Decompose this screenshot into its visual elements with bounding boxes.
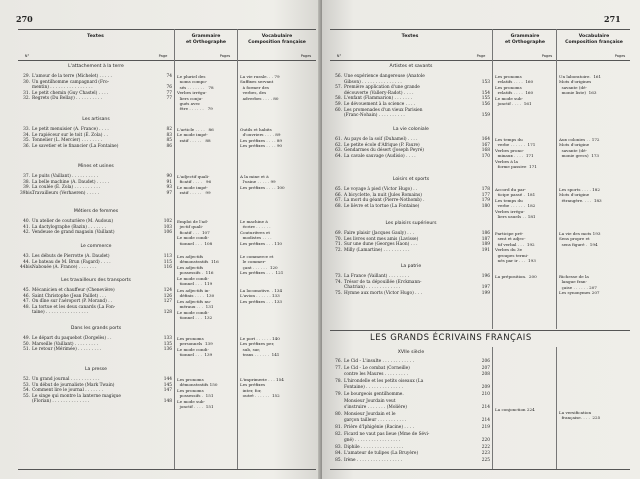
row-page: 159 xyxy=(481,113,490,119)
vocab-cell: L'imprimerie . . . 154 Les préfixes inter, for, outré . . . . . . 152 xyxy=(240,377,284,399)
row-title: contre les Maures . . . . . . . . . xyxy=(344,372,409,378)
row-title: Le bourgeois gentilhomme. xyxy=(344,392,404,397)
row-page: 154 xyxy=(481,90,490,96)
row-page: 148 xyxy=(163,399,172,405)
row-number: 58. xyxy=(335,96,342,102)
row-page: 145 xyxy=(163,382,172,388)
row-title: Le voyage à pied (Victor Hugo) . . xyxy=(344,187,418,192)
toc-row xyxy=(332,385,490,391)
row-title: Le singe qui montre la lanterne magique xyxy=(32,393,121,399)
row-number: 66. xyxy=(335,192,342,198)
row-title: garçon tailleur . . . . . . . . . . . xyxy=(344,418,407,424)
row-title: Le départ du paquebot (Dorgelès) . . xyxy=(32,336,112,341)
grammar-cell: La conjonction 224 xyxy=(495,407,535,412)
col-no: N° xyxy=(336,54,342,58)
toc-row xyxy=(332,399,490,405)
row-title: Faire plaisir (Jacques Gauly) . . . xyxy=(344,231,415,236)
row-number: 72. xyxy=(335,247,342,253)
row-number: 81. xyxy=(335,425,342,430)
row-page: 219 xyxy=(481,425,490,430)
row-title: Nabouée (A. France) . . . . . . . xyxy=(32,265,97,271)
toc-row xyxy=(332,432,490,438)
vocab-cell: Le commerce et le commer- çant . . . . . . 120 Les préfixes . . . 121 xyxy=(240,254,284,276)
row-page: 214 xyxy=(481,418,490,424)
toc-row xyxy=(332,438,490,444)
toc-row xyxy=(332,458,490,464)
row-title: Milly (Lamartine) . . . . . . . . . . xyxy=(344,247,410,253)
vocab-cell: La vie des mots 193 Sens propre et sens figuré . 194 xyxy=(559,231,601,247)
row-title: Saint Christophe (Jean Paillet) . . . xyxy=(32,293,107,299)
vocab-cell: La vie rurale. . . 79 Suffixes servant à former des verbes, des adverbes . . . . 80 xyxy=(240,74,280,101)
row-title: Le petit menuisier (A. France) . . . . xyxy=(32,127,109,132)
row-title: Le rapiéceur sur le toit (É. Zola) . . xyxy=(32,132,108,138)
col-page: Page xyxy=(158,54,168,58)
row-number: 60. xyxy=(335,107,342,113)
row-title: Trésor de ta dépouillée (Erckmann- xyxy=(344,279,422,285)
toc-row xyxy=(332,113,490,119)
section-title: Le commerce xyxy=(80,244,112,249)
row-title: Hymne aux morts (Victor Hugo) . . . xyxy=(344,290,422,296)
row-number: 57. xyxy=(335,85,342,91)
row-title: Marseille (Vaillant) . . . . . . . . . xyxy=(32,341,99,347)
col-header-grammar: Grammaire et Orthographe xyxy=(185,34,227,45)
row-title: Une expérience dangereuse (Anatole xyxy=(344,74,425,79)
row-title: Diphile . . . . . . . . . . . . . . . . xyxy=(344,444,404,450)
row-page: 147 xyxy=(163,388,172,394)
row-number: 69. xyxy=(335,231,342,236)
row-page: 93 xyxy=(166,185,172,191)
col-pages: Pages xyxy=(541,54,553,58)
row-title: (Franc-Nohain) . . . . . . . . . . xyxy=(344,113,405,119)
row-title: Les débuts de Pierrotte (A. Daudet) xyxy=(32,254,110,259)
row-number: 47. xyxy=(23,299,30,305)
row-number: 71. xyxy=(335,242,342,248)
grammar-cell: L'article . . . . 86 Le mode impé- ratif . . . . . 88 xyxy=(177,127,214,143)
toc-row xyxy=(332,154,490,160)
row-number: 76. xyxy=(335,359,342,364)
row-number: 75. xyxy=(335,290,342,296)
right-page xyxy=(322,0,640,479)
row-page: 222 xyxy=(481,444,490,450)
toc-row xyxy=(332,204,490,210)
toc-row xyxy=(332,372,490,378)
column-rule xyxy=(556,29,557,329)
row-title: Comment lire le journal . . . . . . . xyxy=(32,388,103,394)
row-title: Un atelier de couturière (M. Audoux) xyxy=(32,219,114,224)
row-title: (Florian) . . . . . . . . . . . . . . xyxy=(32,399,90,405)
grammar-cell: Les pronoms personnels 139 Le mode condi- tionnel . . . 139 xyxy=(177,336,213,358)
row-number: 67. xyxy=(335,198,342,204)
row-page: 83 xyxy=(166,132,172,138)
row-number: 53. xyxy=(23,382,30,388)
toc-row xyxy=(332,291,490,297)
row-title: Le puits (Vaillant) . . . . . . . . . . xyxy=(32,174,99,179)
row-number: 68. xyxy=(335,203,342,209)
row-number: 82. xyxy=(335,431,342,437)
row-title: Gibson) . . . . . . . . . . . . . . . xyxy=(344,79,402,85)
col-page: Page xyxy=(476,54,486,58)
row-title: Au pays de la soif (Duhamel) . . . . xyxy=(344,137,418,142)
row-page: 86 xyxy=(166,143,172,149)
grammar-cell: La préposition. 200 xyxy=(495,274,537,279)
row-number: 48. xyxy=(23,304,30,310)
row-number: 55. xyxy=(23,393,30,399)
row-title: Travailleurs (Verhaeren) . . . . . xyxy=(32,190,100,196)
row-number: 46. xyxy=(23,293,30,299)
section-title: Métiers de femmes xyxy=(73,209,119,214)
row-title: L'amour de la terre (Michelet) . . . . . xyxy=(32,74,112,79)
toc-row xyxy=(332,359,490,365)
toc-row xyxy=(20,265,172,271)
row-page: 178 xyxy=(481,187,490,192)
col-header-vocab: Vocabulaire Composition française xyxy=(565,34,623,45)
row-number: 77. xyxy=(335,365,342,371)
toc-row xyxy=(20,310,172,316)
vocab-cell: Le machine à écrire . . . . . . Couturières et modistes . . . . Les préfixes . . . 110 xyxy=(240,219,283,246)
row-page: 168 xyxy=(481,148,490,154)
row-page: 206 xyxy=(481,359,490,364)
row-page: 103 xyxy=(163,224,172,230)
row-page: 156 xyxy=(481,102,490,107)
toc-row xyxy=(332,412,490,418)
vocab-cell: La versification française. . . . 225 xyxy=(559,410,601,421)
row-number: 78. xyxy=(335,378,342,384)
column-rule xyxy=(492,347,493,469)
row-title: Un gentilhomme campagnard (Fro- xyxy=(32,79,110,85)
row-title: Le savetier et le financier (La Fontaine) xyxy=(32,143,119,149)
toc-row xyxy=(332,392,490,398)
row-title: Le dévouement à la science . . . . xyxy=(344,102,416,107)
grammar-cell: Les pronoms relatifs . . . . 160 Les pronoms relatifs . . . . 160 Le mode sub- jonctif . . . . 161 xyxy=(495,74,534,107)
vocab-cell: Aux colonies . . 172 Mots d'origine savante (dé- monie grecs) 173 xyxy=(559,137,600,159)
column-rule xyxy=(237,29,238,469)
toc-row xyxy=(20,347,172,353)
row-title: Le Cid - Le combat (Corneille) xyxy=(344,365,410,371)
row-page: 91 xyxy=(166,179,172,185)
row-page: 214 xyxy=(481,405,490,411)
section-title: XVIIe siècle xyxy=(397,350,425,355)
row-page: 186 xyxy=(481,231,490,236)
grammar-cell: Les pronoms démonstratifs 150 Les pronoms possessifs . 151 Le mode sub- jonctif . . . . 151 xyxy=(177,377,218,410)
row-title: Le retour (Mérimée) . . . . . . . . . xyxy=(32,347,102,353)
row-number: 35. xyxy=(23,138,30,144)
row-title: Le petit chemin (Guy Chastel) . . . . xyxy=(32,90,109,96)
row-title: L'amateur de tulipes (La Bruyère) xyxy=(344,451,419,457)
col-pages: Pages xyxy=(219,54,231,58)
grammar-cell: Le pluriel des noms compo- sés . . . . . . . 78 Verbes irrégu- liers conju- gués avec être . . . . . . 79 xyxy=(177,74,214,112)
page-number: 271 xyxy=(604,14,621,24)
row-title: La coulée (É. Zola) . . . . . . . . . . xyxy=(32,185,101,191)
row-number: 34. xyxy=(23,132,30,138)
grammar-cell: L'adjectif quali- ficatif . . . . 96 Le mode impé- ratif . . . . . 99 xyxy=(177,174,212,196)
section-title: Dans les grands ports xyxy=(70,326,122,331)
row-page: 164 xyxy=(481,137,490,142)
footer-rule xyxy=(18,469,316,470)
row-page: 223 xyxy=(481,451,490,457)
row-title: Le petite école d'Afrique (P. Faure) xyxy=(344,142,420,148)
section-big-title: LES GRANDS ÉCRIVAINS FRANÇAIS xyxy=(370,333,532,343)
row-title: s'instruire . . . . . . . (Molière) xyxy=(344,405,407,411)
row-title: La cavale sauvage (Audisio) . . . . xyxy=(344,153,416,159)
row-title: L'enfant (Flammarion) . . . . . . . xyxy=(344,96,413,102)
row-page: 220 xyxy=(481,438,490,444)
row-page: 133 xyxy=(163,336,172,341)
grammar-cell: Les adjectifs in- définis . . . . 130 Les adjectifs nu- méraux . . . 131 Le mode condi- tionnel . . . 132 xyxy=(177,288,215,321)
row-page: 199 xyxy=(481,290,490,296)
grammar-cell: Les adjectifs démonstratifs 116 Les adjectifs possessifs . 116 Le mode condi- tionnel . . . 119 xyxy=(177,254,219,287)
row-page: 170 xyxy=(481,153,490,159)
row-page: 179 xyxy=(481,198,490,204)
row-number: 29. xyxy=(23,74,30,79)
section-title: Loisirs et sports xyxy=(392,177,430,182)
row-number: 62. xyxy=(335,142,342,148)
row-title: Gendarmes du désert (Joseph Peyré) xyxy=(344,148,424,154)
toc-row xyxy=(20,399,172,405)
toc-row xyxy=(332,425,490,431)
toc-row xyxy=(332,379,490,385)
row-page: 225 xyxy=(481,458,490,463)
row-title: Le lièvre et la tortue (La Fontaine) xyxy=(344,203,420,209)
row-page: 136 xyxy=(163,347,172,353)
row-page: 126 xyxy=(163,293,172,299)
row-page: 135 xyxy=(163,341,172,347)
row-page: 82 xyxy=(166,127,172,132)
column-rule xyxy=(174,29,175,469)
grammar-cell: Participe pré- sent et adjec- tif verbal . . . 192 Verbes du 3e groupes termi- nés par ir . . . 193 xyxy=(495,231,536,264)
row-title: A bicyclette, la nuit (Jules Romains) xyxy=(344,192,422,198)
row-number: 85. xyxy=(335,458,342,463)
vocab-cell: Le port . . . . . . 140 Les préfixes per, sub, sur, trans . . . . . . 141 xyxy=(240,336,280,358)
header-rule xyxy=(330,60,630,61)
row-page: 124 xyxy=(163,288,172,293)
row-number: 38. xyxy=(23,179,30,185)
row-page: 76 xyxy=(166,85,172,91)
row-number: 39bis. xyxy=(20,190,34,196)
toc-row xyxy=(332,445,490,451)
row-title: L'hirondelle et les petits oiseaux (La xyxy=(344,378,424,384)
row-page: 128 xyxy=(163,310,172,316)
toc-row xyxy=(332,405,490,411)
row-title: La mort du géant (Pierre-Nothomb) . xyxy=(344,198,425,204)
section-title: La vie coloniale xyxy=(393,127,429,132)
row-page: 208 xyxy=(481,372,490,378)
row-title: Mécanicien et chauffeur (Chenevière) xyxy=(32,288,115,293)
row-number: 61. xyxy=(335,137,342,142)
row-page: 77 xyxy=(166,96,172,102)
header-rule xyxy=(18,29,316,30)
page-number: 270 xyxy=(16,14,33,24)
row-number: 59. xyxy=(335,102,342,107)
vocab-cell: A la mine et à l'usine . . . . . 99 Les préfixes . . . . 100 xyxy=(240,174,285,190)
row-title: La belle machine (A. Daudet) . . . . . xyxy=(32,179,110,185)
row-number: 64. xyxy=(335,153,342,159)
row-number: 56. xyxy=(335,74,342,79)
row-title: Ficard ne vaut pas lieue (Mme de Sévi- xyxy=(344,431,430,437)
row-number: 51. xyxy=(23,347,30,353)
section-title: La presse xyxy=(85,367,107,372)
row-number: 45. xyxy=(23,288,30,293)
section-title: Les plaisirs supérieurs xyxy=(385,221,437,226)
row-title: Les livres sont mes amis (Lavisse) xyxy=(344,236,419,242)
row-page: 167 xyxy=(481,142,490,148)
row-number: 44. xyxy=(23,259,30,265)
row-page: 197 xyxy=(481,285,490,291)
section-title: Les travailleurs des transports xyxy=(61,278,131,283)
vocab-cell: Les sports . . . . 182 Mots d'origine étrangère. . . . 183 xyxy=(559,187,602,203)
row-number: 54. xyxy=(23,388,30,394)
row-page: 127 xyxy=(163,299,172,305)
row-title: Prière d'Iphigénie (Racine) . . . . xyxy=(344,425,414,430)
row-number: 65. xyxy=(335,187,342,192)
row-title: Première application d'une grande xyxy=(344,85,420,91)
row-title: Un début de journaliste (Mark Twain) xyxy=(32,382,115,388)
section-rule xyxy=(330,330,630,331)
section-title: Artistes et savants xyxy=(389,64,433,69)
row-page: 102 xyxy=(163,219,172,224)
row-page: 210 xyxy=(481,392,490,397)
row-number: 43. xyxy=(23,254,30,259)
toc-row xyxy=(20,144,172,150)
vocab-cell: Richesse de la langue fran- çaise . . . . . . 207 Les synonymes 207 xyxy=(559,274,600,296)
col-pages: Pages xyxy=(300,54,312,58)
row-page: 85 xyxy=(166,138,172,144)
row-page: 207 xyxy=(481,365,490,371)
toc-row xyxy=(20,191,172,197)
row-number: 41. xyxy=(23,224,30,230)
row-page: 177 xyxy=(481,192,490,198)
toc-row xyxy=(332,451,490,457)
col-header-vocab: Vocabulaire Composition française xyxy=(248,34,306,45)
row-page: 77 xyxy=(166,90,172,96)
row-number: 31. xyxy=(23,90,30,96)
row-number: 32. xyxy=(23,96,30,102)
row-page: 97 xyxy=(166,190,172,196)
row-number: 33. xyxy=(23,127,30,132)
row-number: 50. xyxy=(23,341,30,347)
col-no: N° xyxy=(24,54,30,58)
row-title: Chatrian) . . . . . . . . . . . . . xyxy=(344,285,401,291)
row-title: Fontaine) . . . . . . . . . . . . . . xyxy=(344,385,403,391)
section-title: La patrie xyxy=(400,264,422,269)
row-page: 115 xyxy=(163,259,172,265)
row-page: 209 xyxy=(481,385,490,391)
row-title: gné) . . . . . . . . . . . . . . . . . xyxy=(344,438,401,444)
row-page: 106 xyxy=(163,230,172,236)
row-page: 144 xyxy=(163,377,172,382)
row-title: Un grand journal . . . . . . . . . . . xyxy=(32,377,100,382)
row-title: Monsieur Jourdain et le xyxy=(344,411,396,417)
row-number: 70. xyxy=(335,236,342,242)
row-page: 155 xyxy=(481,96,490,102)
row-number: 52. xyxy=(23,377,30,382)
row-title: La tortue et les deux canards (La Fon- xyxy=(32,304,116,310)
row-page: 187 xyxy=(481,236,490,242)
header-rule xyxy=(18,60,316,61)
vocab-cell: Un laboratoire. 161 Mots d'origines savante (dé- monie liste) 163 xyxy=(559,74,602,96)
row-page: 196 xyxy=(481,274,490,279)
header-rule xyxy=(330,29,630,30)
vocab-cell: Outils et habits d'ouvriers . . . . 89 Les préfixes . . . . 89 Les préfixes . . . . 90 xyxy=(240,127,283,149)
row-number: 40. xyxy=(23,219,30,224)
row-number: 74. xyxy=(335,279,342,285)
row-number: 42. xyxy=(23,230,30,236)
section-title: Les artisans xyxy=(82,117,110,122)
row-title: taine) . . . . . . . . . . . . . . . . xyxy=(32,310,89,316)
row-number: 39. xyxy=(23,185,30,191)
grammar-cell: Accord du par- ticipe passé . 181 Les temps du verbe . . . . . . 182 Verbes irrégu- liers usuels . . 181 xyxy=(495,187,536,220)
toc-row xyxy=(20,230,172,236)
col-header-texts: Textes xyxy=(401,34,419,39)
row-title: Regrets (Du Bellay) . . . . . . . . . . xyxy=(32,96,103,102)
row-number: 37. xyxy=(23,174,30,179)
row-title: Irène . . . . . . . . . . . . . . . . . xyxy=(344,458,403,463)
col-header-grammar: Grammaire et Orthographe xyxy=(504,34,546,45)
row-title: mentin) . . . . . . . . . . . . . . . . xyxy=(32,85,93,91)
row-title: Le bateau de M. Brun (Fagard) . . . . xyxy=(32,259,111,265)
vocab-cell: La locomotive. . 134 L'avion . . . . . . 133 Les préfixes . . . 133 xyxy=(240,288,283,304)
grammar-cell: Emploi de l'ad- jectif quali- ficatif . . . 107 Le mode condi- tionnel . . . 108 xyxy=(177,219,213,246)
row-title: Le Cid - L'insulte . . . . . . . . . . . . xyxy=(344,359,414,364)
row-title: Monsieur Jourdain veut xyxy=(344,398,396,404)
col-pages: Pages xyxy=(614,54,626,58)
row-number: 30. xyxy=(23,79,30,85)
row-page: 113 xyxy=(163,254,172,259)
row-page: 74 xyxy=(166,74,172,79)
row-title: Les promenades d'un vieux Parisien xyxy=(344,107,423,113)
row-title: La dactylographe (Bazin) . . . . . . . xyxy=(32,224,107,230)
row-number: 84. xyxy=(335,451,342,457)
row-number: 49. xyxy=(23,336,30,341)
row-page: 180 xyxy=(481,203,490,209)
row-number: 36. xyxy=(23,143,30,149)
row-title: Vendeuse de grand magasin (Vaillant) xyxy=(32,230,115,236)
row-page: 153 xyxy=(481,79,490,85)
row-title: On dîne sur l'aéroport (P. Morand) . . xyxy=(32,299,113,305)
toc-row xyxy=(332,366,490,372)
footer-rule xyxy=(330,469,630,470)
toc-row xyxy=(332,418,490,424)
section-title: L'attachement à la terre xyxy=(68,64,124,69)
row-title: Tonnelier (L. Mercier) . . . . . . . . xyxy=(32,138,103,144)
row-number: 44bis. xyxy=(20,265,34,271)
col-header-texts: Textes xyxy=(87,34,104,39)
grammar-cell: Les temps du verbe . . . . . . 171 Verbes prono- minaux . . . . 171 Verbes à la forme passive 171 xyxy=(495,137,537,170)
toc-row xyxy=(20,96,172,102)
toc-row xyxy=(332,248,490,254)
row-title: La France (Vaillant) . . . . . . . . xyxy=(344,274,410,279)
row-page: 189 xyxy=(481,242,490,248)
row-number: 83. xyxy=(335,444,342,450)
section-title: Mines et usines xyxy=(78,164,114,169)
row-number: 63. xyxy=(335,148,342,154)
row-title: découverte (Vallery-Radot) . . . . xyxy=(344,90,414,96)
row-page: 191 xyxy=(481,247,490,253)
row-number: 73. xyxy=(335,274,342,279)
column-rule xyxy=(492,29,493,329)
column-rule xyxy=(556,347,557,469)
row-title: Sur une dune (Georges Haon) . . . xyxy=(344,242,418,248)
row-number: 80. xyxy=(335,411,342,417)
row-number: 79. xyxy=(335,392,342,397)
row-page: 90 xyxy=(166,174,172,179)
row-page: 116 xyxy=(163,265,172,271)
